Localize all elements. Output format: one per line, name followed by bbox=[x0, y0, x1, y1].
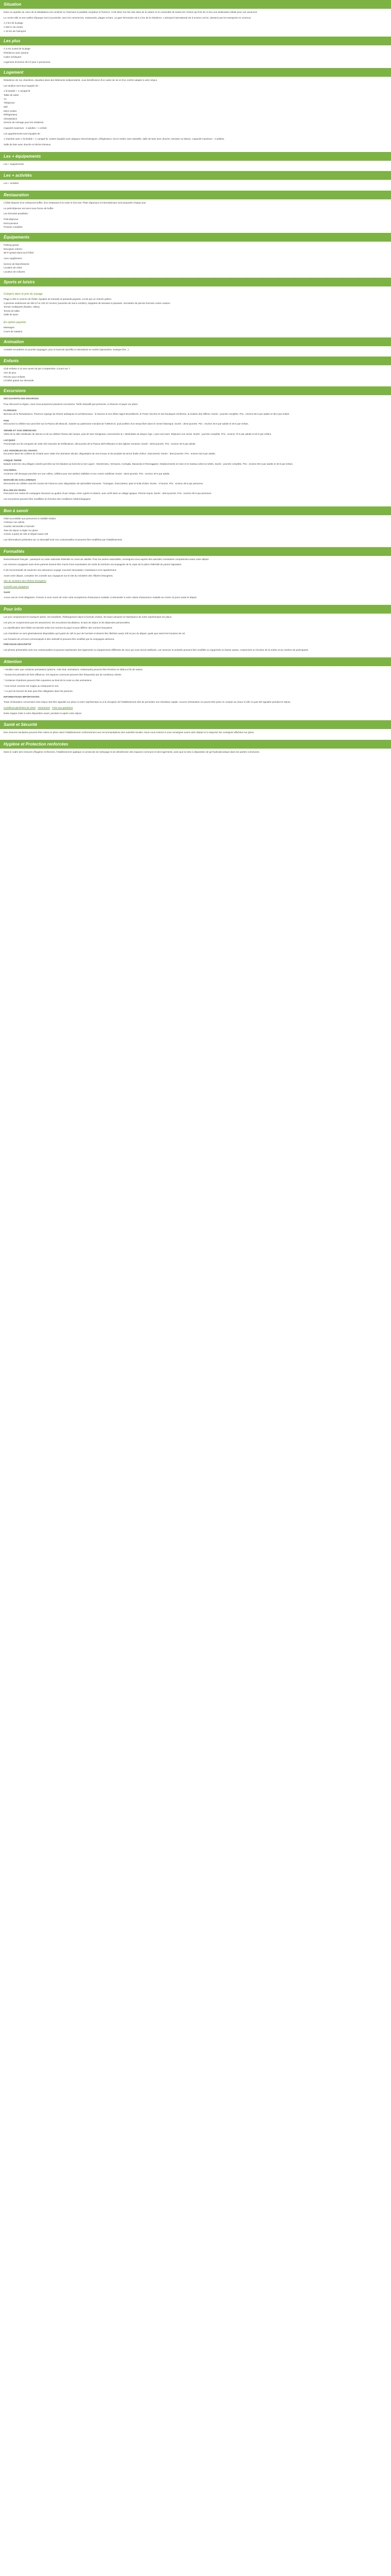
excursion-name: CINQUE TERRE bbox=[4, 459, 22, 462]
list-item: Réfrigérateur bbox=[4, 113, 18, 116]
paragraph: * Le port du bonnet de bain peut être obligatoire dans les piscines. bbox=[4, 690, 73, 693]
paragraph: Les formules possibles : bbox=[4, 212, 29, 215]
excursion-item bbox=[4, 419, 387, 426]
excursion-item bbox=[4, 429, 387, 436]
section-title: Bon à savoir bbox=[0, 506, 391, 515]
list-item: Téléphone bbox=[4, 101, 15, 105]
paragraph: Les studios sont tous équipés de : bbox=[4, 84, 40, 87]
list-item: Service de blanchisserie bbox=[4, 262, 29, 265]
tag: A 2 km de la plage bbox=[4, 22, 23, 25]
subtitle-paid: En option payante bbox=[4, 321, 26, 325]
list-item: Terrain multisports (basket, volley). bbox=[4, 306, 40, 309]
subtitle-health: Santé bbox=[4, 590, 10, 594]
note: Logement d'environ 30 m² pour 4 personnes. bbox=[4, 61, 51, 64]
excursion-text: Visite de la ville médiévale de Sienne et de sa célèbre Piazza del Campo, puis de San Gimignano, surnommée la « Manhattan du Moyen Âge » pour ses tours. Déjeuner non inclus. Durée : journée complète. Prix : environ 70 € par adulte et 40 € par enfant. bbox=[4, 432, 272, 435]
section-title: Les plus bbox=[0, 37, 391, 45]
excursion-name: BALADE EN VESPA bbox=[4, 488, 26, 492]
list-item: Hôtel accessible aux personnes à mobilité réduite bbox=[4, 517, 56, 520]
section-attention: Attention * Veuillez noter que certaines prestations (piscine, mini-club, animations, restaurants) peuvent être fermées en début et fin de saison. * Durant les périodes de forte affluence, les espaces communs peuvent être fréquentés par de nombreux clients. * Certaines chambres peuvent être exposées au bruit de la route ou des animations. * Une tenue correcte est exigée au restaurant le soir. * Le port du bonnet de bain peut être obligatoire dans les piscines. INFORMATIONS IMPORTANTES Toute réclamation concernant votre séjour doit être signalée sur place à notre représentant ou à la réception de l'établissement afin de permettre une résolution rapide. Aucune réclamation ne pourra être prise en compte au retour si elle n'a pas été signalée pendant le séjour. Conditions générales de vente · Assurances · Foire aux questions Notre équipe reste à votre disposition avant, pendant et après votre séjour. bbox=[0, 657, 391, 721]
link-cgv[interactable]: Conditions générales de vente bbox=[4, 706, 36, 709]
paragraph: Résidence de 111 chambres, réparties dans des bâtiments indépendants, vous bénéficierez d'un cadre de vie et d'un confort adapté à votre séjour. bbox=[4, 78, 158, 81]
excursion-item bbox=[4, 409, 387, 416]
paragraph: Les prix ne comprennent pas les assurances, les excursions facultatives, la taxe de séjour et les dépenses personnelles. bbox=[4, 621, 131, 624]
section-situation bbox=[0, 0, 391, 37]
paragraph: Des mesures sanitaires peuvent être mises en place dans l'établissement conformément aux recommandations des autorités locales. Nous vous invitons à vous renseigner avant votre départ et à respecter les consignes affichées sur place. bbox=[4, 731, 255, 734]
excursion-name: MARCHÉ DE SAN LORENZO bbox=[4, 479, 36, 482]
section-hygiene bbox=[0, 740, 391, 759]
paragraph: Les chambres ne sont généralement disponibles qu'à partir de 15h le jour de l'arrivée et doivent être libérées avant 10h le jour du départ, quels que soient les horaires de vol. bbox=[4, 632, 186, 635]
list-item: Résidence avec piscine bbox=[4, 51, 29, 54]
page bbox=[0, 0, 391, 759]
excursion-item bbox=[4, 479, 387, 485]
list-item: Club enfants 4-12 ans ouvert de juin à septembre, 6 jours sur 7 bbox=[4, 367, 70, 370]
paragraph: 1 chambre avec 1 lit double + 1 canapé-lit, cuisine équipée avec plaques vitrocéramiques, réfrigérateur, micro-ondes, lave-vaisselle, salle de bain avec douche, terrasse ou balcon. Capacité maximum : 4 adultes. bbox=[4, 138, 225, 141]
paragraph: Dans le cadre des mesures d'hygiène renforcées, l'établissement applique un protocole de nettoyage et de désinfection des espaces communs et des logements, ainsi que la mise à disposition de gel hydroalcoolique dans les parties communes. bbox=[4, 751, 260, 754]
excursion-name: LES VIGNOBLES DU CHIANTI bbox=[4, 449, 38, 452]
excursion-text: Balade entre les cinq villages colorés perchés sur les falaises au bord de la mer Ligure : Monterosso, Vernazza, Corniglia, Manarola et Riomaggiore. Déplacements en train et en bateau selon la météo. Durée : journée complète. Prix : environ 85 € par adulte et 45 € par enfant. bbox=[4, 462, 294, 465]
list-item: Parking gratuit bbox=[4, 244, 19, 246]
section-enfants bbox=[0, 357, 391, 386]
subtitle: PRÉCISION DESCRIPTIF bbox=[4, 643, 31, 646]
paragraph: La classification des hôtels est donnée selon les normes du pays et peut différer des normes françaises. bbox=[4, 626, 113, 630]
list-item: Location de voitures bbox=[4, 270, 25, 273]
paragraph: Les photos présentées sont non contractuelles et peuvent représenter des logements ou équipements différents de ceux qui vous seront attribués. Les services et activités peuvent être modifiés ou supprimés en basse saison, notamment en fonction de la météo et du nombre de participants. bbox=[4, 648, 309, 651]
excursion-text: Berceau de la Renaissance, Florence regorge de trésors artistiques et architecturaux : le Duomo et son dôme signé Brunelleschi, le Ponte Vecchio et ses boutiques d'orfèvres, la Galerie des Offices. Durée : journée complète. Prix : environ 65 € par adulte et 35 € par enfant. bbox=[4, 412, 290, 415]
subtitle: DÉCOUVERTE DES ENVIRONS bbox=[4, 397, 39, 400]
link-assurances[interactable]: Assurances bbox=[37, 706, 50, 709]
link-conseils[interactable]: Conseils aux voyageurs bbox=[4, 585, 29, 588]
paragraph: Les mineurs voyageant sans leurs parents doivent être munis d'une autorisation de sortie du territoire accompagnée de la copie de la pièce d'identité du parent signataire. bbox=[4, 563, 182, 566]
list-item: Micro-ondes bbox=[4, 109, 17, 112]
list-item: Cadre verdoyant bbox=[4, 55, 21, 58]
list-item: Location de vélos bbox=[4, 266, 22, 269]
excursion-text: Ancienne cité étrusque perchée sur une colline, célèbre pour ses ateliers d'albâtre et son centre médiéval. Durée : demi-journée. Prix : environ 40 € par adulte. bbox=[4, 472, 170, 475]
paragraph: * Durant les périodes de forte affluence, les espaces communs peuvent être fréquentés par de nombreux clients. bbox=[4, 673, 122, 676]
paragraph: Dans un quartier du cœur de la Maddalena est construit ce charmant et paisible complexe à Florence. Il est situé non loin des sites de la culture et un ensemble de toutes les choses qui font de ce lieu une destination idéale pour vos vacances. bbox=[4, 11, 258, 13]
section-activites-plus bbox=[0, 171, 391, 191]
paragraph: Le centre-ville et ses ruelles d'époque sont à proximité, avec les commerces, restaurants, plages et bars. La gare ferroviaire est à 2 km de la résidence. L'aéroport international est à environ 10 km, desservi par les transports en commun. bbox=[4, 16, 252, 19]
note: Les excursions peuvent être modifiées en fonction des conditions météorologiques. bbox=[4, 498, 91, 501]
section-sante bbox=[0, 720, 391, 740]
section-title: Pour info bbox=[0, 605, 391, 614]
section-title: Hygiène et Protection renforcées bbox=[0, 740, 391, 749]
section-equipements bbox=[0, 233, 391, 278]
section-title: Restauration bbox=[0, 191, 391, 199]
tag: A 500 m du centre bbox=[4, 25, 23, 28]
excursion-item bbox=[4, 439, 387, 446]
list-item: TV bbox=[4, 97, 7, 100]
section-title: Enfants bbox=[0, 357, 391, 365]
section-title: Santé et Sécurité bbox=[0, 720, 391, 729]
paragraph: L'hôtel dispose d'un restaurant buffet, d'un restaurant à la carte et d'un bar. Plats régionaux et internationaux sont proposés chaque jour. bbox=[4, 201, 146, 205]
list-item: Piscine pour enfants bbox=[4, 375, 25, 378]
list-item: Réception 24h/24 bbox=[4, 247, 23, 250]
tag: A 10 km de l'aéroport bbox=[4, 29, 26, 32]
list-item: Caution demandée à l'arrivée bbox=[4, 525, 35, 528]
paragraph: Ressortissants français : passeport ou carte nationale d'identité en cours de validité. Pour les autres nationalités, renseignez-vous auprès des autorités consulaires compétentes avant votre départ. bbox=[4, 557, 209, 561]
section-pour-info bbox=[0, 605, 391, 657]
excursion-name: FLORENCE bbox=[4, 409, 17, 412]
excursion-text: Excursion dans les collines du Chianti avec visite d'un domaine viticole, dégustation de vins locaux et de produits du terroir (huile d'olive, charcuterie). Durée : demi-journée. Prix : environ 55 € par adulte. bbox=[4, 452, 216, 455]
subtitle: INFORMATIONS IMPORTANTES bbox=[4, 695, 40, 698]
paragraph: Les horaires de vol sont communiqués à titre indicatif et peuvent être modifiés par la compagnie aérienne. bbox=[4, 637, 115, 640]
list-item: Lit bébé gratuit sur demande bbox=[4, 379, 34, 382]
section-title: Excursions bbox=[0, 386, 391, 395]
excursion-item bbox=[4, 459, 387, 466]
paragraph: Il est recommandé de souscrire une assurance voyage couvrant l'annulation, l'assistance et le rapatriement. bbox=[4, 569, 117, 571]
section-title: Les + équipements bbox=[0, 152, 391, 161]
paragraph: Les + activités bbox=[4, 182, 19, 185]
paragraph: Capacité maximum : 2 adultes + 1 enfant bbox=[4, 127, 47, 130]
paragraph: Aucun vaccin n'est obligatoire. Pensez à vous munir de votre carte européenne d'assurance maladie, à demander à votre caisse d'assurance maladie au moins 15 jours avant le départ. bbox=[4, 596, 197, 599]
list-item: Aire de jeux bbox=[4, 371, 17, 374]
excursion-name: LUCQUES bbox=[4, 439, 15, 442]
section-bon-a-savoir bbox=[0, 506, 391, 547]
list-item: Demi-pension bbox=[4, 222, 19, 225]
list-item: Animaux non admis bbox=[4, 521, 25, 524]
paragraph: Avec supplément : bbox=[4, 257, 23, 260]
paragraph: Salle de bain avec douche et sèche-cheveux. bbox=[4, 143, 52, 146]
section-title: Formalités bbox=[0, 547, 391, 556]
excursion-name: PISE bbox=[4, 419, 9, 422]
list-item: Arrivée à partir de 15h et départ avant 10h bbox=[4, 533, 48, 536]
excursion-text: Découvrez la célèbre tour penchée sur la Piazza dei Miracoli, classée au patrimoine mondial de l'UNESCO, puis profitez d'un temps libre dans le centre historique. Durée : demi-journée. Prix : environ 45 € par adulte et 25 € par enfant. bbox=[4, 422, 249, 426]
list-item: 1 lit double + 1 canapé-lit bbox=[4, 90, 30, 93]
section-les-plus bbox=[0, 37, 391, 68]
list-item: Wi-Fi gratuit dans tout l'hôtel bbox=[4, 251, 34, 255]
paragraph: Les appartements sont équipés de : bbox=[4, 132, 42, 135]
list-item: Service de ménage pour les résidents bbox=[4, 121, 44, 124]
note: Les informations présentes sur ce descriptif sont non contractuelles et peuvent être modifiées par l'établissement. bbox=[4, 538, 123, 541]
list-item: Taxe de séjour à régler sur place bbox=[4, 529, 38, 532]
list-item: 2 piscines extérieures de 300 m² et 100 m² environ (ouvertes de mai à octobre), équipées de transats et parasols. Serviettes de piscine fournies contre caution. bbox=[4, 301, 171, 304]
excursion-text: Promenade sur les remparts de cette cité entourée de fortifications, découverte de la Piazza dell'Anfiteatro et des églises romanes. Durée : demi-journée. Prix : environ 40 € par adulte. bbox=[4, 442, 196, 445]
section-animation bbox=[0, 337, 391, 357]
section-title: Attention bbox=[0, 657, 391, 666]
paragraph: Les prix comprennent le transport aérien, les transferts, l'hébergement dans la formule choisie, les taxes aéroport et l'assistance de notre représentant sur place. bbox=[4, 615, 172, 618]
excursion-item bbox=[4, 489, 387, 496]
list-item: Petit-déjeuner bbox=[4, 218, 19, 221]
paragraph: * Certaines chambres peuvent être exposées au bruit de la route ou des animations. bbox=[4, 679, 92, 682]
list-item: Tennis de table. bbox=[4, 309, 21, 312]
excursion-name: SIENNE ET SAN GIMIGNANO bbox=[4, 429, 37, 432]
note: Notre équipe reste à votre disposition avant, pendant et après votre séjour. bbox=[4, 711, 82, 715]
section-excursions bbox=[0, 386, 391, 506]
section-title: Animation bbox=[0, 337, 391, 346]
excursion-text: Découverte du célèbre marché couvert de Florence avec dégustation de spécialités toscanes : fromages, charcuteries, pain et huile d'olive. Durée : 3 heures. Prix : environ 35 € par personne. bbox=[4, 482, 204, 485]
paragraph: Activités encadrées en journée (aquagym, jeux et tournois sportifs) et animations en soirée (spectacles, musique live...). bbox=[4, 348, 129, 351]
link-ministere[interactable]: Site du ministère des Affaires étrangères bbox=[4, 580, 46, 583]
list-item: Wifi bbox=[4, 105, 8, 108]
excursion-item bbox=[4, 469, 387, 476]
section-formalites bbox=[0, 547, 391, 605]
paragraph: * Veuillez noter que certaines prestations (piscine, mini-club, animations, restaurants) peuvent être fermées en début et fin de saison. bbox=[4, 668, 143, 671]
section-title: Logement bbox=[0, 68, 391, 77]
list-item: Salle de sport. bbox=[4, 313, 19, 316]
section-title: Situation bbox=[0, 0, 391, 9]
section-title: Équipements bbox=[0, 233, 391, 242]
paragraph: Le petit-déjeuner est servi sous forme de buffet. bbox=[4, 207, 54, 210]
list-item: Massages bbox=[4, 326, 14, 329]
section-title: Les + activités bbox=[0, 171, 391, 180]
paragraph: Avant votre départ, consultez les conseils aux voyageurs sur le site du ministère des Affaires étrangères. bbox=[4, 574, 113, 577]
paragraph: Les + équipements bbox=[4, 162, 24, 165]
list-item: Table de salon bbox=[4, 93, 19, 96]
paragraph: Pour découvrir la région, nous vous proposons plusieurs excursions. Tarifs indicatifs par personne, à réserver et payer sur place. bbox=[4, 402, 139, 405]
paragraph: Toute réclamation concernant votre séjour doit être signalée sur place à notre représentant ou à la réception de l'établissement afin de permettre une résolution rapide. Aucune réclamation ne pourra être prise en compte au retour si elle n'a pas été signalée pendant le séjour. bbox=[4, 701, 291, 704]
list-item: A 3 mn à pied de la plage bbox=[4, 47, 30, 50]
list-item: Plage à 400 m environ de l'hôtel, équipée de transats et parasols payants. Accès par un chemin piéton. bbox=[4, 297, 112, 300]
section-restauration bbox=[0, 191, 391, 233]
section-title: Sports et loisirs bbox=[0, 278, 391, 286]
subtitle-included: Compris dans le prix du voyage bbox=[4, 292, 43, 296]
section-sports bbox=[0, 278, 391, 337]
excursion-item bbox=[4, 449, 387, 456]
excursion-text: Parcourez les routes de campagne toscanes au guidon d'une Vespa, entre cyprès et oliviers, avec arrêt dans un village typique. Permis requis. Durée : demi-journée. Prix : environ 90 € par personne. bbox=[4, 492, 212, 495]
list-item: Cours de natation bbox=[4, 330, 23, 333]
section-equipements-plus bbox=[0, 152, 391, 172]
link-faq[interactable]: Foire aux questions bbox=[52, 706, 73, 709]
list-item: Pension complète bbox=[4, 226, 23, 229]
section-logement bbox=[0, 68, 391, 152]
paragraph: * Une tenue correcte est exigée au restaurant le soir. bbox=[4, 684, 59, 687]
list-item: Climatisation bbox=[4, 117, 18, 120]
excursion-name: VOLTERRA bbox=[4, 469, 17, 472]
